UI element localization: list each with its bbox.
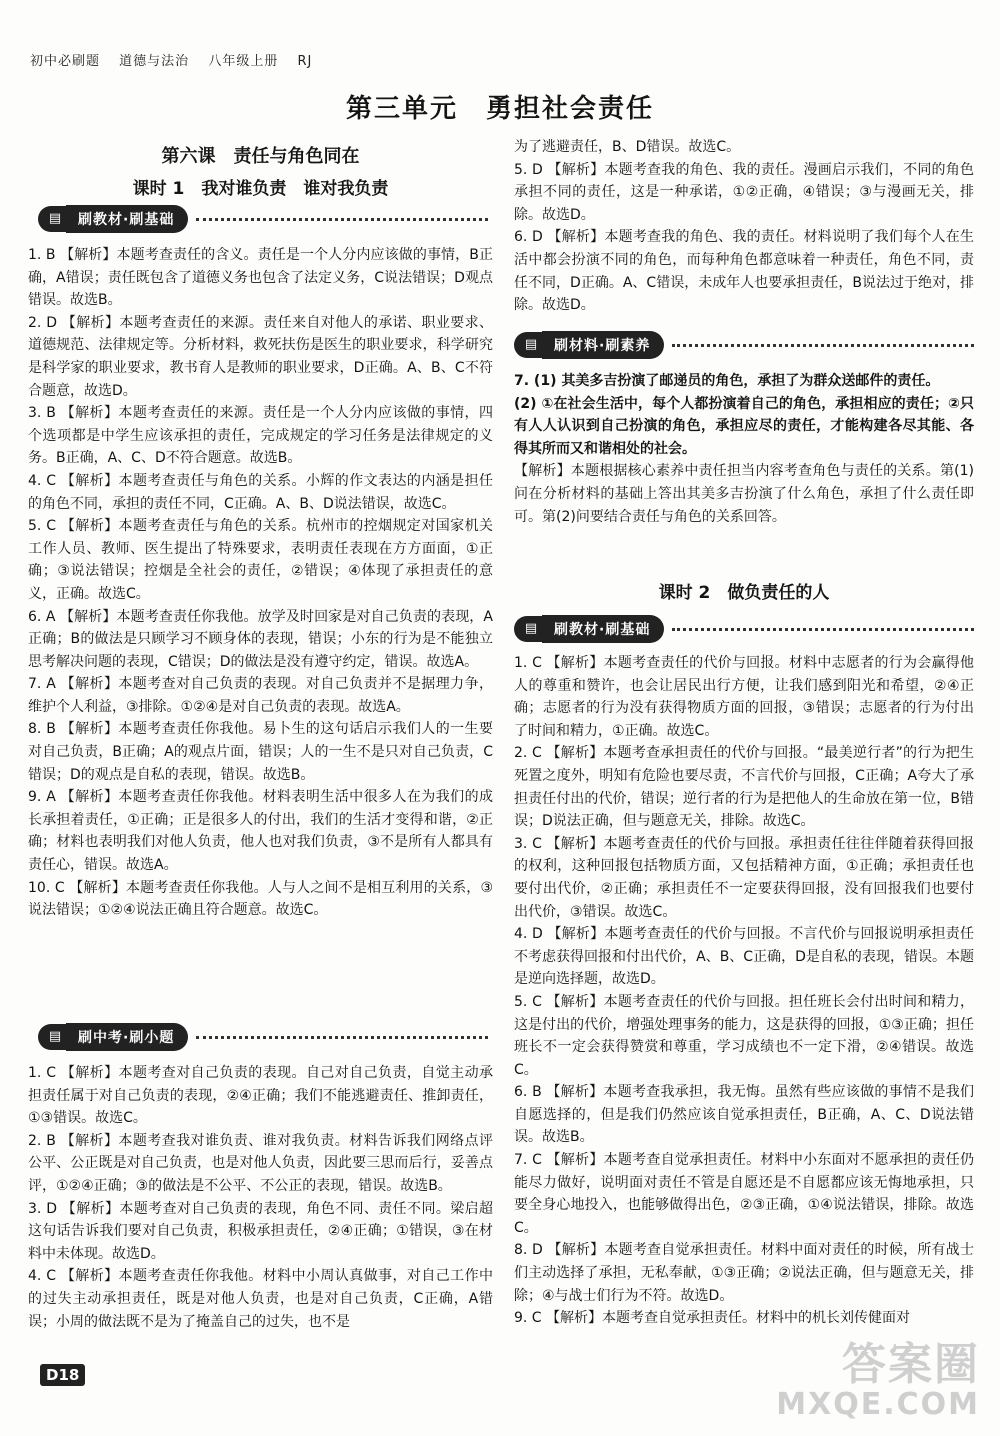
section-banner-basic <box>38 204 488 234</box>
watermark-url: MXQE.COM <box>776 1387 980 1422</box>
answer-item: 7. C 【解析】本题考查自觉承担责任。材料中小东面对不愿承担的责任仍能尽力做好，说明面对责任不管是自愿还是不自愿都应该无悔地承担，只要全身心地投入，也能够做得出色，②③正确，①④说法错误，排除。故选C。 <box>514 1152 974 1236</box>
lesson-title: 第六课 责任与角色同在 <box>161 146 360 167</box>
section-banner-basic-2 <box>514 614 974 644</box>
book-icon: ▤ <box>514 616 548 642</box>
answer-item: 5. C 【解析】本题考查责任的代价与回报。担任班长会付出时间和精力，这是付出的代价，增强处理事务的能力，这是获得的回报，①③正确；担任班长不一定会获得赞赏和尊重，学习成绩也不一定下滑，②④错误。故选C。 <box>514 993 974 1078</box>
answer-item: 1. B 【解析】本题考查责任的含义。责任是一个人分内应该做的事情，B正确，A错误；责任既包含了道德义务也包含了法定义务，C说法错误；D观点错误。故选B。 <box>28 247 493 309</box>
answer-item: 4. D 【解析】本题考查责任的代价与回报。不言代价与回报说明承担责任不考虑获得回报和付出代价，A、B、C正确，D是自私的表现，错误。本题是逆向选择题，故选D。 <box>514 926 974 988</box>
answer-item: 4. C 【解析】本题考查责任与角色的关系。小辉的作文表达的内涵是担任的角色不同，承担的责任不同，C正确。A、B、D说法错误，故选C。 <box>28 472 493 512</box>
answer-item: 6. D 【解析】本题考查我的角色、我的责任。材料说明了我们每个人在生活中都会扮演不同的角色，而每种角色都意味着一种责任，角色不同，责任不同，D正确。A、C错误，未成年人也要承担责任，B说法过于绝对，排除。故选D。 <box>514 229 974 314</box>
answer-item: 6. B 【解析】本题考查我承担，我无悔。虽然有些应该做的事情不是我们自愿选择的，但是我们仍然应该自觉承担责任，B正确，A、C、D说法错误。故选B。 <box>514 1084 974 1146</box>
unit-title: 第三单元 勇担社会责任 <box>345 94 654 124</box>
book-icon: ▤ <box>514 332 548 358</box>
section-banner-material <box>514 330 974 360</box>
banner-label: 刷材料·刷素养 <box>542 331 664 359</box>
banner-label: 刷中考·刷小题 <box>66 1023 188 1051</box>
answer-item: 2. B 【解析】本题考查我对谁负责、谁对我负责。材料告诉我们网络点评公平、公正既是对自己负责，也是对他人负责，因此要三思而后行，妥善点评，①②④正确；③的做法是不公平、不公正的表现，错误。故选B。 <box>28 1132 493 1194</box>
answer-list-basic-2 <box>514 652 974 1330</box>
banner-label: 刷教材·刷基础 <box>66 205 188 233</box>
period-1-title: 课时 1 我对谁负责 谁对我负责 <box>132 179 389 199</box>
period-2-title: 课时 2 做负责任的人 <box>658 583 830 603</box>
answer-item: 3. D 【解析】本题考查对自己负责的表现，角色不同、责任不同。梁启超这句话告诉我们要对自己负责，积极承担责任，②④正确；①错误，③在材料中未体现。故选D。 <box>28 1200 493 1262</box>
answer-item: 8. B 【解析】本题考查责任你我他。易卜生的这句话启示我们人的一生要对自己负责，B正确；A的观点片面，错误；人的一生不是只对自己负责，C错误；D的观点是自私的表现，错误。故选B。 <box>28 721 493 783</box>
banner-divider <box>196 1036 488 1039</box>
answer-item: 4. C 【解析】本题考查责任你我他。材料中小周认真做事，对自己工作中的过失主动承担责任，既是对他人负责，也是对自己负责，C正确，A错误；小周的做法既不是为了掩盖自己的过失，也不是 <box>28 1268 493 1330</box>
book-icon: ▤ <box>38 1024 72 1050</box>
answer-item: 6. A 【解析】本题考查责任你我他。放学及时回家是对自己负责的表现，A正确；B的做法是只顾学习不顾身体的表现，错误；小东的行为是不能独立思考解决问题的表现，C错误；D的做法是没有遵守约定，错误。故选A。 <box>28 608 493 670</box>
answer-item: 1. C 【解析】本题考查对自己负责的表现。自己对自己负责，自觉主动承担责任属于对自己负责的表现，②④正确；我们不能逃避责任、推卸责任，①③错误。故选C。 <box>28 1065 493 1127</box>
answer-item: 10. C 【解析】本题考查责任你我他。人与人之间不是相互利用的关系，③说法错误；①②④说法正确且符合题意。故选C。 <box>28 879 493 919</box>
answer-item: 2. D 【解析】本题考查责任的来源。责任来自对他人的承诺、职业要求、道德规范、法律规定等。分析材料，救死扶伤是医生的职业要求，科学研究是科学家的职业要求，教书育人是教师的职业要求，D正确。A、B、C不符合题意，故选D。 <box>28 314 493 399</box>
answer-item: 5. C 【解析】本题考查责任与角色的关系。杭州市的控烟规定对国家机关工作人员、教师、医生提出了特殊要求，表明责任表现在方方面面，①正确；③说法错误；控烟是全社会的责任，②错误；④体现了承担责任的意义，正确。故选C。 <box>28 518 493 602</box>
banner-divider <box>672 628 974 631</box>
answer-list-continued <box>514 136 974 317</box>
subject-name: 道德与法治 <box>119 54 190 69</box>
banner-divider <box>196 218 488 221</box>
section-banner-exam <box>38 1022 488 1052</box>
answer-item: 5. D 【解析】本题考查我的角色、我的责任。漫画启示我们，不同的角色承担不同的责任，这是一种承诺，①②正确，④错误；③与漫画无关，排除。故选D。 <box>514 161 974 223</box>
answer-item: 为了逃避责任，B、D错误。故选C。 <box>514 139 741 155</box>
answer-item: 1. C 【解析】本题考查责任的代价与回报。材料中志愿者的行为会赢得他人的尊重和赞许，也会让居民出行方便，让我们感到阳光和希望，②④正确；志愿者的行为没有获得物质方面的回报，③错误；志愿者的行为付出了时间和精力，①正确。故选C。 <box>514 655 974 739</box>
answer-item: 9. C 【解析】本题考查自觉承担责任。材料中的机长刘传健面对 <box>514 1310 911 1327</box>
answer-item: 【解析】本题根据核心素养中责任担当内容考查角色与责任的关系。第(1)问在分析材料的基础上答出其美多吉扮演了什么角色，承担了什么责任即可。第(2)问要结合责任与角色的关系回答。 <box>514 463 974 525</box>
answer-item: 7. (1) 其美多吉扮演了邮递员的角色，承担了为群众送邮件的责任。 <box>514 373 940 389</box>
answer-list-material <box>514 370 974 528</box>
banner-divider <box>672 344 974 347</box>
answer-item: 8. D 【解析】本题考查自觉承担责任。材料中面对责任的时候，所有战士们主动选择了承担，无私奉献，①③正确；②说法正确，但与题意无关，排除；④与战士们行为不符。故选D。 <box>514 1242 974 1304</box>
answer-list-basic <box>28 244 493 922</box>
grade-name: 八年级上册 <box>208 54 279 69</box>
answer-list-exam <box>28 1062 493 1333</box>
answer-item: (2) ①在社会生活中，每个人都扮演着自己的角色，承担相应的责任；②只有人人认识到自己扮演的角色，承担应尽的责任，才能构建各尽其能、各得其所而又和谐相处的社会。 <box>514 395 974 457</box>
answer-item: 9. A 【解析】本题考查责任你我他。材料表明生活中很多人在为我们的成长承担着责任，①正确；正是很多人的付出，我们的生活才变得和谐，②正确；材料也表明我们对他人负责，他人也对我们负责，③不是所有人都具有责任心，错误。故选A。 <box>28 789 493 874</box>
answer-item: 2. C 【解析】本题考查承担责任的代价与回报。“最美逆行者”的行为把生死置之度外，明知有危险也要尽责，不言代价与回报，C正确；A夸大了承担责任付出的代价，错误；逆行者的行为是把他人的生命放在第一位，B错误；D说法正确，但与题意无关，排除。故选C。 <box>514 745 974 830</box>
edition-tag: RJ <box>297 54 313 69</box>
answer-item: 3. B 【解析】本题考查责任的来源。责任是一个人分内应该做的事情，四个选项都是中学生应该承担的责任，完成规定的学习任务是法律规定的义务。B正确，A、C、D不符合题意。故选B。 <box>28 405 493 467</box>
banner-label: 刷教材·刷基础 <box>542 615 664 643</box>
book-icon: ▤ <box>38 206 72 232</box>
answer-item: 3. C 【解析】本题考查责任的代价与回报。承担责任往往伴随着获得回报的权利，这种回报包括物质方面，又包括精神方面，①正确；承担责任也要付出代价，②正确；承担责任不一定要获得回报，没有回报我们也要付出代价，③错误。故选C。 <box>514 835 974 920</box>
watermark <box>730 1339 980 1425</box>
series-name: 初中必刷题 <box>30 54 101 69</box>
page-number: D18 <box>40 1364 85 1386</box>
watermark-title: 答案圈 <box>842 1339 980 1390</box>
answer-item: 7. A 【解析】本题考查对自己负责的表现。对自己负责并不是据理力争，维护个人利益，③排除。①②④是对自己负责的表现。故选A。 <box>28 676 493 715</box>
page-header <box>30 50 326 69</box>
